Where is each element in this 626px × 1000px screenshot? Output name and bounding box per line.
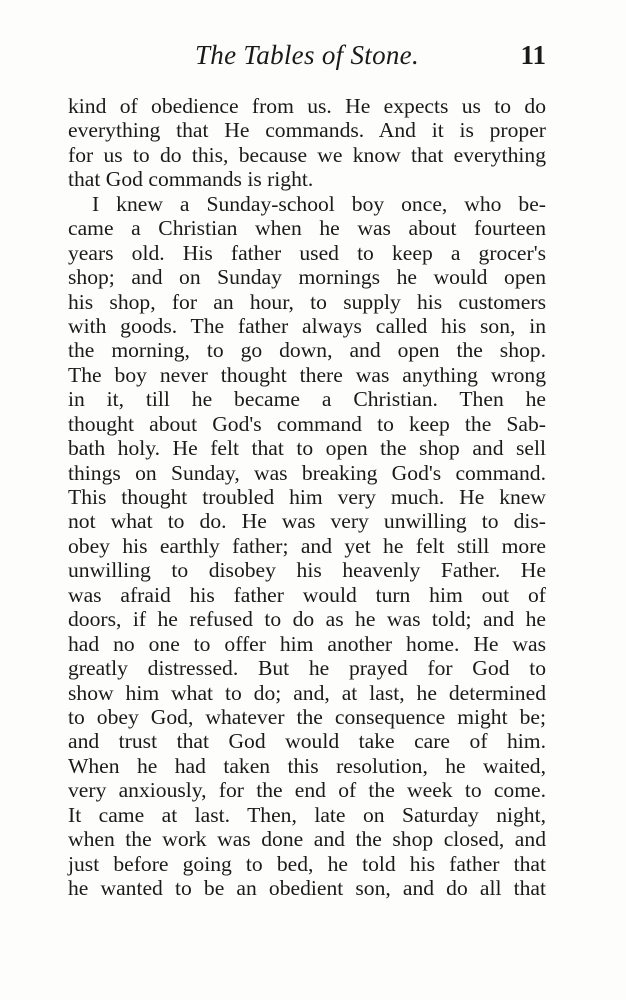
text-line: had no one to offer him another home. He was: [68, 631, 546, 656]
text-line: greatly distressed. But he prayed for God to: [68, 656, 546, 681]
text-line: This thought troubled him very much. He knew: [68, 485, 546, 509]
text-line: It came at last. Then, late on Saturday night,: [68, 802, 546, 827]
text-line: years old. His father used to keep a grocer's: [68, 240, 546, 265]
text-line: his shop, for an hour, to supply his customers: [68, 289, 546, 314]
text-line: I knew a Sunday-school boy once, who be-: [92, 191, 546, 216]
text-line: obey his earthly father; and yet he felt still more: [68, 533, 546, 558]
text-line: very anxiously, for the end of the week to come.: [68, 778, 546, 803]
text-line: was afraid his father would turn him out of: [68, 582, 546, 607]
text-line: to obey God, whatever the consequence might be;: [68, 704, 546, 729]
text-line: just before going to bed, he told his father that: [68, 851, 546, 876]
text-line: came a Christian when he was about fourteen: [68, 216, 546, 241]
text-line: the morning, to go down, and open the shop.: [68, 338, 546, 363]
page-number: 11: [520, 40, 546, 70]
text-line: not what to do. He was very unwilling to dis-: [68, 509, 546, 534]
text-line: with goods. The father always called his son, in: [68, 313, 546, 338]
text-line: kind of obedience from us. He expects us to do: [68, 94, 546, 118]
text-line: doors, if he refused to do as he was told; and he: [68, 607, 546, 632]
text-line: everything that He commands. And it is proper: [68, 118, 546, 143]
text-line: that God commands is right.: [68, 167, 314, 192]
running-head: [68, 40, 546, 80]
text-line: he wanted to be an obedient son, and do all that: [68, 876, 546, 900]
text-line: The boy never thought there was anything wrong: [68, 362, 546, 387]
text-line: thought about God's command to keep the Sab-: [68, 411, 546, 436]
running-title: The Tables of Stone.: [194, 40, 420, 70]
text-line: and trust that God would take care of him.: [68, 729, 546, 754]
text-line: show him what to do; and, at last, he determined: [68, 680, 546, 705]
text-line: bath holy. He felt that to open the shop and sell: [68, 436, 546, 461]
body-text: [68, 94, 546, 900]
text-line: shop; and on Sunday mornings he would open: [68, 265, 546, 290]
text-line: when the work was done and the shop closed, and: [68, 827, 546, 852]
text-line: things on Sunday, was breaking God's command.: [68, 460, 546, 485]
text-line: for us to do this, because we know that everything: [68, 142, 546, 167]
text-line: in it, till he became a Christian. Then he: [68, 387, 546, 412]
text-line: unwilling to disobey his heavenly Father. He: [68, 558, 546, 583]
text-line: When he had taken this resolution, he waited,: [68, 753, 546, 778]
